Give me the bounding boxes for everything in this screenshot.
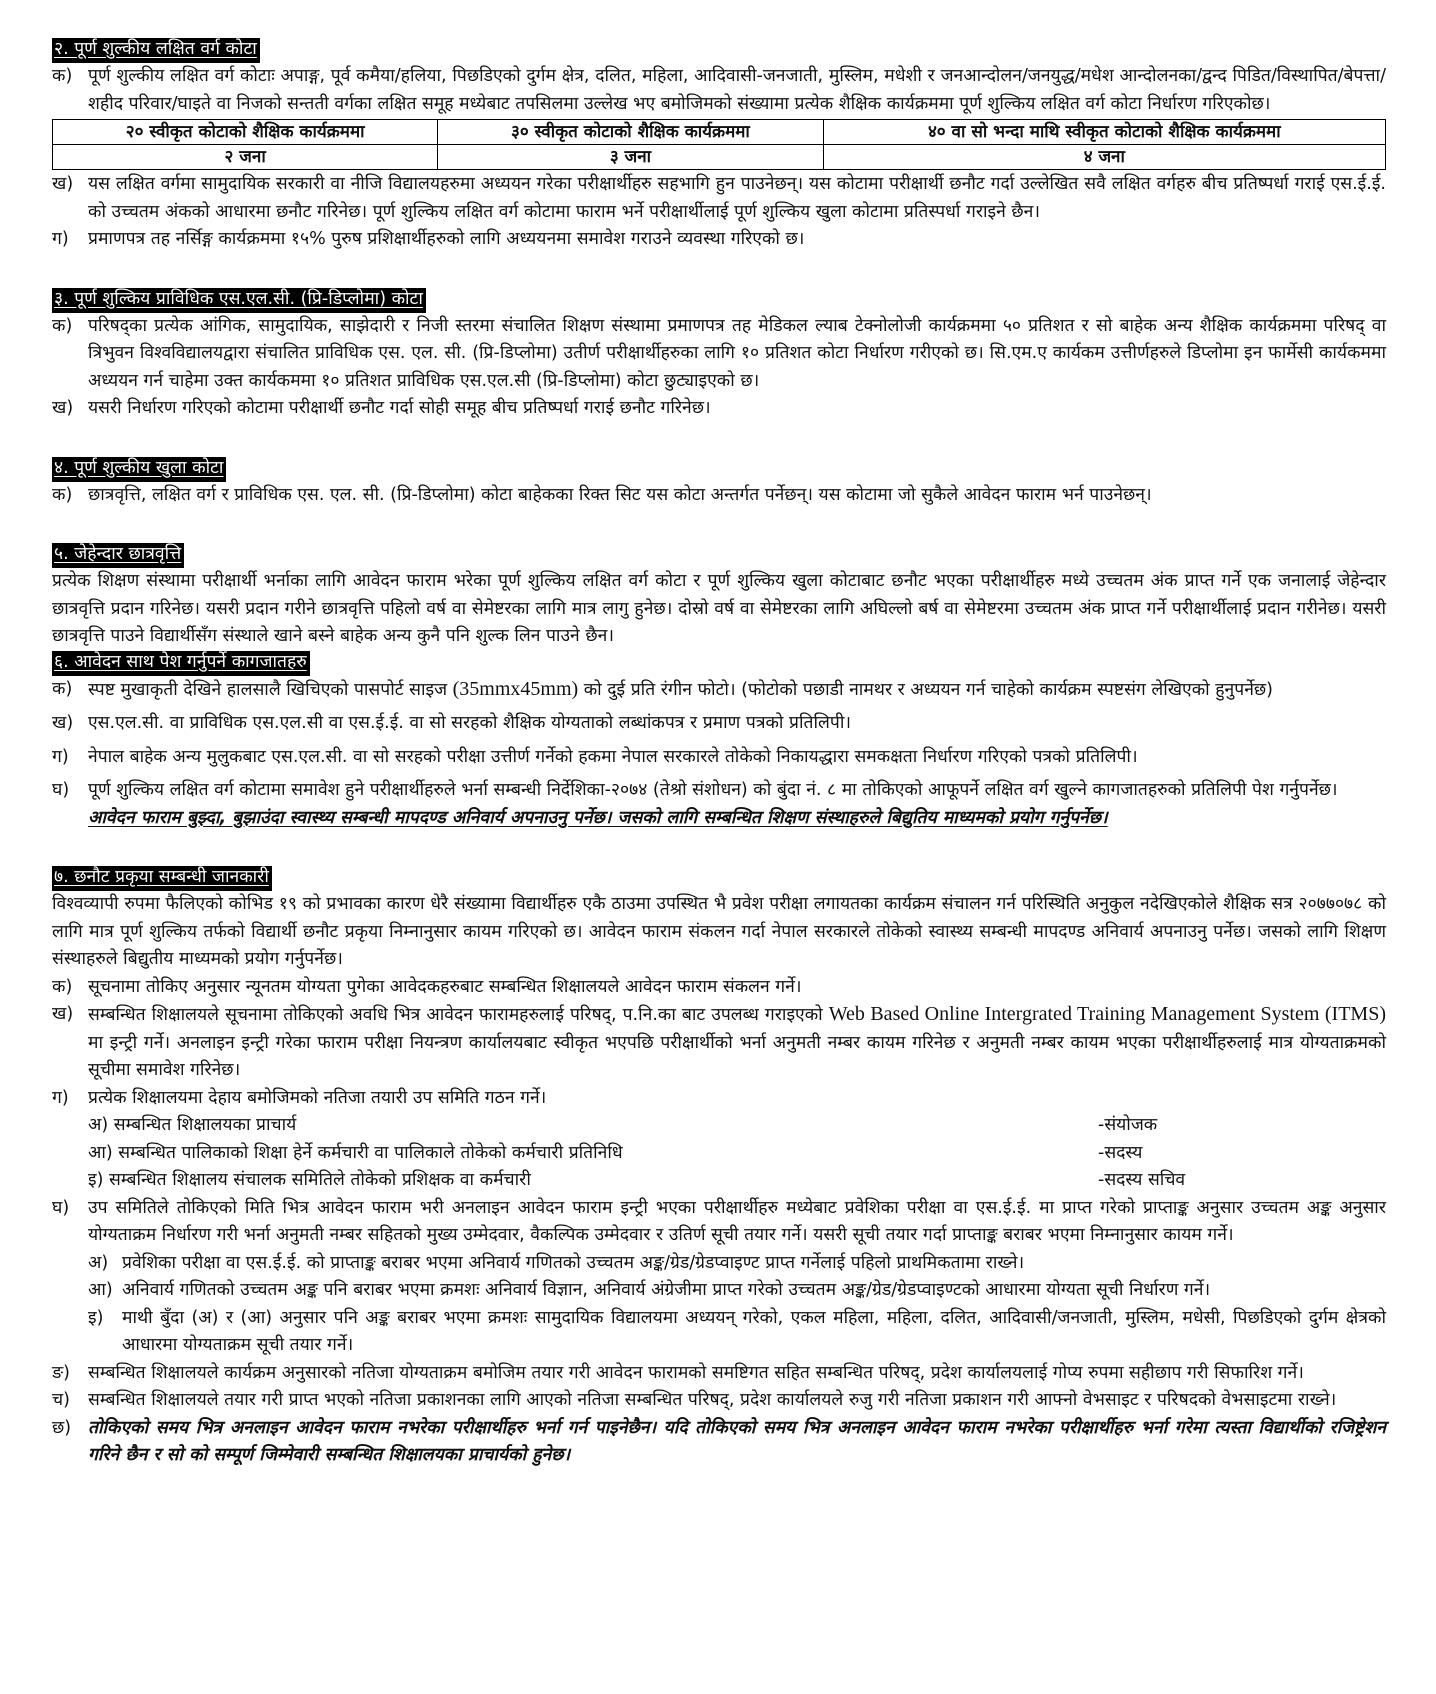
table-cell: ३ जना — [438, 145, 823, 170]
list-item — [52, 1001, 1386, 1085]
item-text: परिषद्का प्रत्येक आंगिक, सामुदायिक, साझेदारी र निजी स्तरमा संचालित शिक्षण संस्थामा प्रमाणपत्र तह मेडिकल ल्याब टेक्नोलोजी कार्यक्रममा ५० प्रतिशत र सो बाहेक अन्य शैक्षिक कार्यक्रममा परिषद् वा त्रिभुवन विश्वविद्यालयद्वारा संचालित प्राविधिक एस. एल. सी. (प्रि-डिप्लोमा) उतीर्ण परीक्षार्थीहरुका लागि १० प्रतिशत कोटा निर्धारण गरीएको छ। सि.एम.ए कार्यकम उत्तीर्णहरुले डिप्लोमा इन फार्मेसी कार्यकममा अध्ययन गर्न चाहेमा उक्त कार्यकममा १० प्रतिशत प्राविधिक एस.एल.सी (प्रि-डिप्लोमा) कोटा छुट्याइएको छ। — [88, 315, 1386, 391]
item-label: छ) — [52, 1417, 72, 1438]
section-technical-slc-quota — [52, 288, 1386, 423]
section-heading: ७. छनौट प्रकृया सम्बन्धी जानकारी — [52, 866, 272, 891]
table-row — [53, 145, 1386, 170]
table-header-cell: ४० वा सो भन्दा माथि स्वीकृत कोटाको शैक्षिक कार्यक्रममा — [823, 120, 1385, 145]
item-text: तोकिएको समय भित्र अनलाइन आवेदन फाराम नभरेका परीक्षार्थीहरु भर्ना गर्न पाइनेछैन। यदि तोकिएको समय भित्र अनलाइन आवेदन फाराम नभरेका परीक्षार्थीहरु भर्ना गरेमा त्यस्ता विद्यार्थीको रजिष्ट्रेशन गरिने छैन र सो को सम्पूर्ण जिम्मेवारी सम्बन्धित शिक्षालयका प्राचार्यको हुनेछ। — [88, 1417, 1386, 1465]
sub-item — [52, 1305, 1386, 1360]
list-item — [52, 676, 1386, 705]
list-item — [52, 171, 1386, 226]
committee-member-row — [52, 1167, 1386, 1195]
list-item — [52, 744, 1386, 772]
item-label: ग) — [52, 1087, 69, 1108]
item-text: सम्बन्धित शिक्षालयले कार्यक्रम अनुसारको नतिजा योग्यताक्रम बमोजिम तयार गरी आवेदन फारामको समष्टिगत सहित सम्बन्धित परिषद्, प्रदेश कार्यालयलाई गोप्य रुपमा सहीछाप गरी सिफारिश गर्ने। — [88, 1362, 1304, 1383]
member-label: इ) — [88, 1170, 104, 1190]
section-heading: ५. जेहेन्दार छात्रवृत्ति — [52, 543, 184, 568]
sub-text: माथी बुँदा (अ) र (आ) अनुसार पनि अङ्क बराबर भएमा क्रमशः सामुदायिक विद्यालयमा अध्ययन् गरेको, एकल महिला, महिला, दलित, आदिवासी/जनजाती, मुस्लिम, मधेसी, पिछडिएको दुर्गम क्षेत्रको आधारमा योग्यताक्रम सूची तयार गर्ने। — [122, 1307, 1386, 1355]
item-text-latin: Web Based Online Intergrated Training Management System (ITMS) — [828, 1003, 1386, 1025]
paragraph: विश्वव्यापी रुपमा फैलिएको कोभिड १९ को प्रभावका कारण धेरै संख्यामा विद्यार्थीहरु एकै ठाउमा उपस्थित भै प्रवेश परीक्षा लगायतका कार्यक्रम संचालन गर्न परिस्थिति अनुकुल नदेखिएकोले शैक्षिक सत्र २०७७०७८ को लागि मात्र पूर्ण शुल्किय तर्फको विद्यार्थी छनौट प्रकृया निम्नानुसार कायम गरिएको छ। आवेदन फाराम संकलन गर्दा नेपाल सरकारले तोकेको स्वास्थ्य सम्बन्धी मापदण्ड अनिवार्य अपनाउनु पर्नेछ। जसको लागि शिक्षण संस्थाहरुले बिद्युतीय माध्यमको प्रयोग गर्नुपर्नेछ। — [52, 894, 1386, 969]
table-cell: ४ जना — [823, 145, 1385, 170]
item-label: घ) — [52, 780, 70, 800]
list-item — [52, 1387, 1386, 1415]
item-text: सम्बन्धित शिक्षालयले सूचनामा तोकिएको अवधि भित्र आवेदन फारामहरुलाई परिषद्, प.नि.का बाट उपलब्ध गराइएको — [88, 1005, 829, 1025]
member-desc: सम्बन्धित पालिकाको शिक्षा हेर्ने कर्मचारी वा पालिकाले तोकेको कर्मचारी प्रतिनिधि — [118, 1142, 623, 1163]
member-label: आ) — [88, 1142, 113, 1163]
item-label: क) — [52, 976, 73, 997]
item-label: ग) — [52, 746, 69, 767]
paragraph: प्रत्येक शिक्षण संस्थामा परीक्षार्थी भर्नाका लागि आवेदन फाराम भरेका पूर्ण शुल्किय लक्षित वर्ग कोटा र पूर्ण शुल्किय खुला कोटाबाट छनौट भएका परीक्षार्थीहरु मध्ये उच्चतम अंक प्राप्त गर्ने एक जनालाई जेहेन्दार छात्रवृत्ति प्रदान गरिनेछ। यसरी प्रदान गरीने छात्रवृत्ति पहिलो वर्ष वा सेमेष्टरका लागि मात्र लागु हुनेछ। दोस्रो वर्ष वा सेमेष्टरका लागि अघिल्लो बर्ष वा सेमेष्टरमा उच्चतम अंक प्राप्त गर्ने परीक्षार्थीलाई प्रदान गरीनेछ। यसरी छात्रवृत्ति पाउने विद्यार्थीसँग संस्थाले खाने बस्ने बाहेक अन्य कुनै पनि शुल्क लिन पाउने छैन। — [52, 571, 1386, 646]
item-label: ख) — [52, 1004, 74, 1024]
item-text: एस.एल.सी. वा प्राविधिक एस.एल.सी वा एस.ई.ई. वा सो सरहको शैक्षिक योग्यताको लब्धांकपत्र र प्रमाण पत्रको प्रतिलिपी। — [88, 713, 851, 733]
list-item — [52, 1415, 1386, 1470]
item-text: सूचनामा तोकिए अनुसार न्यूनतम योग्यता पुगेका आवेदकहरुबाट सम्बन्धित शिक्षालयले आवेदन फाराम संकलन गर्ने। — [88, 976, 802, 997]
member-text — [88, 1167, 1098, 1195]
member-desc: सम्बन्धित शिक्षालयका प्राचार्य — [113, 1115, 297, 1135]
section-heading: २. पूर्ण शुल्कीय लक्षित वर्ग कोटा — [52, 38, 260, 63]
item-text-latin: (35mmx45mm) — [452, 677, 579, 700]
sub-text: प्रवेशिका परीक्षा वा एस.ई.ई. को प्राप्ताङ्क बराबर भएमा अनिवार्य गणितको उच्चतम अङ्क/ग्रेड/ग्रेडप्वाइण्ट प्राप्त गर्नेलाई पहिलो प्राथमिकतामा राख्ने। — [122, 1252, 1025, 1273]
item-label: ङ) — [52, 1362, 70, 1383]
item-label: घ) — [52, 1197, 70, 1218]
item-label: क) — [52, 484, 73, 505]
list-item — [52, 777, 1386, 805]
item-label: क) — [52, 66, 73, 86]
list-item — [52, 63, 1386, 118]
item-label: च) — [52, 1390, 70, 1410]
sub-item — [52, 1277, 1386, 1305]
item-label: ख) — [52, 174, 74, 194]
section-heading: ६. आवेदन साथ पेश गर्नुपर्ने कागजातहरु — [52, 651, 310, 676]
list-item — [52, 974, 1386, 1002]
list-item — [52, 313, 1386, 396]
note-text: आवेदन फाराम बुझ्दा, बुझाउंदा स्वास्थ्य सम्बन्धी मापदण्ड अनिवार्य अपनाउनु पर्नेछ। जसको लागि सम्बन्धित शिक्षण संस्थाहरुले बिद्युतिय माध्यमको प्रयोग गर्नुपर्नेछ। — [88, 807, 1108, 828]
committee-member-row — [52, 1140, 1386, 1168]
sub-item — [52, 1250, 1386, 1278]
sub-label: आ) — [88, 1280, 113, 1300]
member-role: -सदस्य सचिव — [1098, 1170, 1186, 1190]
item-text: नेपाल बाहेक अन्य मुलुकबाट एस.एल.सी. वा सो सरहको परीक्षा उत्तीर्ण गर्नेको हकमा नेपाल सरकारले तोकेको निकायद्धारा समकक्षता निर्धारण गरिएको पत्रको प्रतिलिपी। — [88, 746, 1138, 767]
item-label: क) — [52, 315, 73, 336]
item-text: छात्रवृत्ति, लक्षित वर्ग र प्राविधिक एस. एल. सी. (प्रि-डिप्लोमा) कोटा बाहेकका रिक्त सिट यस कोटा अन्तर्गत पर्नेछन्। यस कोटामा जो सुकैले आवेदन फाराम भर्न पाउनेछन्। — [88, 484, 1152, 505]
item-text: मा इन्ट्री गर्ने। अनलाइन इन्ट्री गरेका फाराम परीक्षा नियन्त्रण कार्यालयबाट स्वीकृत भएपछि परीक्षार्थीको भर्ना अनुमती नम्बर कायम गरिनेछ र अनुमती नम्बर कायम भएका परीक्षार्थीहरुलाई मात्र योग्यताक्रमको सूचीमा समावेश गरिनेछ। — [88, 1032, 1386, 1080]
section-targeted-quota — [52, 38, 1386, 254]
section-selection-process — [52, 866, 1386, 1470]
table-header-cell: ३० स्वीकृत कोटाको शैक्षिक कार्यक्रममा — [438, 120, 823, 145]
section-required-documents — [52, 651, 1386, 833]
item-label: ख) — [52, 713, 74, 733]
quota-table — [52, 119, 1386, 170]
member-text — [88, 1140, 1098, 1168]
section-heading: ३. पूर्ण शुल्किय प्राविधिक एस.एल.सी. (प्रि-डिप्लोमा) कोटा — [52, 288, 426, 313]
list-item — [52, 1360, 1386, 1388]
item-text: को दुई प्रति रंगीन फोटो। (फोटोको पछाडी नामथर र अध्ययन गर्न चाहेको कार्यक्रम स्पष्टसंग लेखिएको हुनुपर्नेछ) — [578, 679, 1274, 700]
item-label: क) — [52, 678, 73, 699]
sub-label: अ) — [88, 1252, 109, 1273]
member-label: अ) — [88, 1115, 109, 1135]
list-item — [52, 1195, 1386, 1250]
member-text — [88, 1112, 1098, 1140]
table-header-cell: २० स्वीकृत कोटाको शैक्षिक कार्यक्रममा — [53, 120, 438, 145]
list-item — [52, 1085, 1386, 1113]
section-open-quota — [52, 457, 1386, 510]
member-role: -सदस्य — [1098, 1142, 1143, 1163]
sub-text: अनिवार्य गणितको उच्चतम अङ्क पनि बराबर भएमा क्रमशः अनिवार्य विज्ञान, अनिवार्य अंग्रेजीमा प्राप्त गरेको उच्चतम अङ्क/ग्रेड/ग्रेडप्वाइण्टको आधारमा योग्यता सूची निर्धारण गर्ने। — [122, 1280, 1211, 1300]
item-text: सम्बन्धित शिक्षालयले तयार गरी प्राप्त भएको नतिजा प्रकाशनका लागि आएको नतिजा सम्बन्धित परिषद्, प्रदेश कार्यालयले रुजु गरी नतिजा प्रकाशन गरी आफ्नो वेभसाइट र परिषदको वेभसाइटमा राख्ने। — [88, 1390, 1337, 1410]
item-text: यसरी निर्धारण गरिएको कोटामा परीक्षार्थी छनौट गर्दा सोही समूह बीच प्रतिष्पर्धा गराई छनौट गरिनेछ। — [88, 398, 711, 418]
list-item — [52, 395, 1386, 423]
member-role: -संयोजक — [1098, 1115, 1158, 1135]
item-text: प्रमाणपत्र तह नर्सिङ्ग कार्यक्रममा १५% पुरुष प्रशिक्षार्थीहरुको लागि अध्ययनमा समावेश गराउने व्यवस्था गरिएको छ। — [88, 229, 805, 249]
item-text: यस लक्षित वर्गमा सामुदायिक सरकारी वा नीजि विद्यालयहरुमा अध्ययन गरेका परीक्षार्थीहरु सहभागि हुन पाउनेछन्। यस कोटामा परीक्षार्थी छनौट गर्दा उल्लेखित सवै लक्षित वर्गहरु बीच प्रतिष्पर्धा गराई एस.ई.ई. को उच्चतम अंकको आधारमा छनौट गरिनेछ। पूर्ण शुल्किय लक्षित वर्ग कोटामा फाराम भर्ने परीक्षार्थीलाई पूर्ण शुल्किय खुला कोटामा प्रतिस्पर्धा गराइने छैन। — [88, 174, 1386, 222]
member-desc: सम्बन्धित शिक्षालय संचालक समितिले तोकेको प्रशिक्षक वा कर्मचारी — [109, 1170, 531, 1190]
item-text: उप समितिले तोकिएको मिति भित्र आवेदन फाराम भरी अनलाइन आवेदन फाराम इन्ट्री भएका परीक्षार्थीहरु मध्येबाट प्रवेशिका परीक्षा वा एस.ई.ई. मा प्राप्त गरेको प्राप्ताङ्क अनुसार उच्चतम अङ्क अनुसार योग्यताक्रम निर्धारण गरी भर्ना अनुमती नम्बर सहितको मुख्य उम्मेदवार, वैकल्पिक उम्मेदवार र उतिर्ण सूची तयार गर्ने। यसरी सूची तयार गर्दा प्राप्ताङ्क बराबर भएमा निम्नानुसार कायम गर्ने। — [88, 1197, 1386, 1245]
list-item — [52, 482, 1386, 510]
list-item — [52, 226, 1386, 254]
item-label: ग) — [52, 229, 69, 249]
health-note — [52, 805, 1386, 833]
section-merit-scholarship — [52, 543, 1386, 651]
item-label: ख) — [52, 398, 74, 418]
item-text: पूर्ण शुल्किय लक्षित वर्ग कोटामा समावेश हुने परीक्षार्थीहरुले भर्ना सम्बन्धी निर्देशिका-२०७४ (तेश्रो संशोधन) को बुंदा नं. ८ मा तोकिएको आफूपर्ने लक्षित वर्ग खुल्ने कागजातहरुको प्रतिलिपी पेश गर्नुपर्नेछ। — [88, 780, 1338, 800]
table-cell: २ जना — [53, 145, 438, 170]
sub-label: इ) — [88, 1307, 104, 1328]
item-text: स्पष्ट मुखाकृती देखिने हालसालै खिचिएको पासपोर्ट साइज — [88, 679, 453, 700]
item-text: प्रत्येक शिक्षालयमा देहाय बमोजिमको नतिजा तयारी उप समिति गठन गर्ने। — [88, 1087, 547, 1108]
section-heading: ४. पूर्ण शुल्कीय खुला कोटा — [52, 457, 226, 482]
committee-member-row — [52, 1112, 1386, 1140]
table-header-row — [53, 120, 1386, 145]
item-text: पूर्ण शुल्कीय लक्षित वर्ग कोटाः अपाङ्ग, पूर्व कमैया/हलिया, पिछडिएको दुर्गम क्षेत्र, दलित, महिला, आदिवासी-जनजाती, मुस्लिम, मधेशी र जनआन्दोलन/जनयुद्ध/मधेश आन्दोलनका/द्वन्द पिडित/विस्थापित/बेपत्ता/शहीद परिवार/घाइते वा निजको सन्तती वर्गका लक्षित समूह मध्येबाट तपसिलमा उल्लेख भए बमोजिमको संख्यामा प्रत्येक शैक्षिक कार्यक्रममा पूर्ण शुल्किय लक्षित वर्ग कोटा निर्धारण गरिएकोछ। — [88, 66, 1386, 114]
list-item — [52, 710, 1386, 738]
